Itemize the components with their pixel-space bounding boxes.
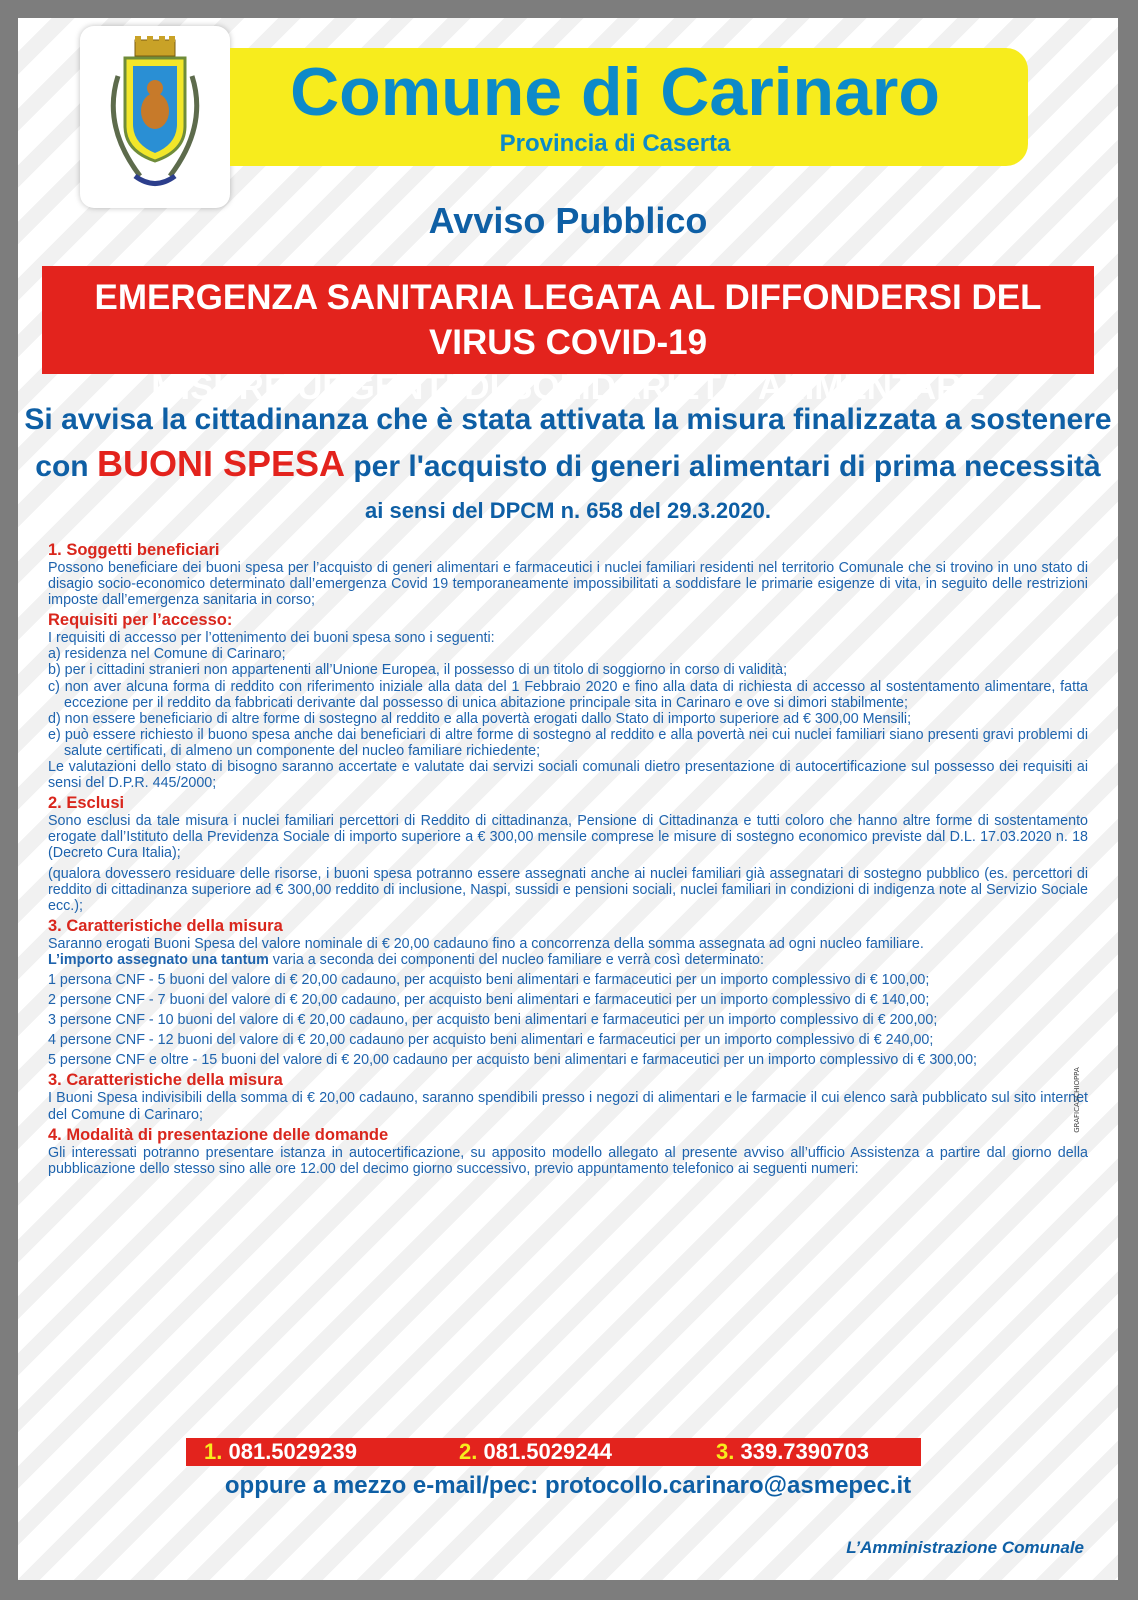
- notice-title: Avviso Pubblico: [428, 200, 708, 241]
- section-3b-text: I Buoni Spesa indivisibili della somma di € 20,00 cadauno, saranno spendibili presso i negozi di alimentari e le farmacie il cui elenco sarà pubblicato sul sito internet del Comune di Carinaro;: [48, 1090, 1088, 1123]
- lead-line-2-pre: con: [35, 450, 89, 483]
- buoni-spesa-highlight: BUONI SPESA: [96, 443, 345, 484]
- phone-1[interactable]: 1. 081.5029239: [204, 1439, 357, 1464]
- requirements-heading: Requisiti per l’accesso:: [48, 611, 233, 630]
- section-2-text-2: (qualora dovessero residuare delle risorse, i buoni spesa potranno essere assegnati anche ai nuclei familiari già assegnatari di sostegno pubblico (es. percettori di reddito di cittadinanza superiore ad € 300,00 reddito di inclusione, Naspi, sussidi e pensioni sociali, nuclei familiari in condizioni di indigenza note al Servizio Sociale ecc.);: [48, 865, 1088, 914]
- amount-tier: 2 persone CNF - 7 buoni del valore di € 20,00 cadauno, per acquisto beni alimentari e farmaceutici per un importo complessivo di € 140,00;: [48, 992, 930, 1009]
- phone-2[interactable]: 2. 081.5029244: [459, 1439, 612, 1464]
- banner-line-1: EMERGENZA SANITARIA LEGATA AL DIFFONDERSI DEL VIRUS COVID-19: [94, 278, 1042, 362]
- phone-3[interactable]: 3. 339.7390703: [716, 1439, 869, 1464]
- requirement-item: a) residenza nel Comune di Carinaro;: [48, 646, 286, 663]
- notice-body: [48, 538, 1088, 1177]
- section-4-text: Gli interessati potranno presentare istanza in autocertificazione, su apposito modello allegato al presente avviso all’ufficio Assistenza a partire dal giorno della pubblicazione dello stesso sino alle ore 12.00 del decimo giorno successivo, previo appuntamento telefonico ai seguenti numeri:: [48, 1144, 1088, 1177]
- requirement-item: d) non essere beneficiario di altre forme di sostegno al reddito e alla povertà erogati dallo Stato di importo superiore ad € 300,00 Mensili;: [48, 710, 912, 727]
- section-3-text: Saranno erogati Buoni Spesa del valore nominale di € 20,00 cadauno fino a concorrenza della somma assegnata ad ogni nucleo familiare.: [48, 935, 924, 952]
- lead-line-2: [18, 442, 1118, 489]
- amount-tier: 3 persone CNF - 10 buoni del valore di € 20,00 cadauno, per acquisto beni alimentari e farmaceutici per un importo complessivo di € 200,00;: [48, 1012, 938, 1029]
- amount-tier: 4 persone CNF - 12 buoni del valore di € 20,00 cadauno per acquisto beni alimentari e farmaceutici per un importo complessivo di € 240,00;: [48, 1032, 934, 1049]
- requirement-item: c) non aver alcuna forma di reddito con riferimento iniziale alla data del 1 Febbraio 2020 e fino alla data di richiesta di accesso al sostentamento alimentare, fatta eccezione per il reddito da fabbricati derivante dal possesso di unica abitazione principale sita in Carinaro e ove si dimori stabilmente;: [48, 678, 1088, 711]
- lead-statement: [18, 398, 1118, 533]
- coat-of-arms: [80, 26, 230, 208]
- section-3b-heading: 3. Caratteristiche della misura: [48, 1071, 283, 1090]
- signature: L’Amministrazione Comunale: [846, 1538, 1084, 1557]
- requirements-intro: I requisiti di accesso per l’ottenimento dei buoni spesa sono i seguenti:: [48, 630, 495, 647]
- amount-tier: 1 persona CNF - 5 buoni del valore di € 20,00 cadauno, per acquisto beni alimentari e farmaceutici per un importo complessivo di € 100,00;: [48, 971, 930, 988]
- requirement-item: e) può essere richiesto il buono spesa anche dai beneficiari di altre forme di sostegno al reddito e alla povertà nei cui nuclei familiari siano presenti gravi problemi di salute certificati, di almeno un componente del nucleo familiare richiedente;: [48, 726, 1088, 759]
- province-subtitle: Provincia di Caserta: [499, 130, 731, 157]
- requirement-item: b) per i cittadini stranieri non appartenenti all’Unione Europea, il possesso di un titolo di soggiorno in corso di validità;: [48, 662, 788, 679]
- section-3-amount: [48, 952, 1088, 968]
- lead-line-2-post: per l'acquisto di generi alimentari di prima necessità: [353, 450, 1101, 483]
- emergency-banner: [42, 266, 1094, 407]
- lead-line-3: ai sensi del DPCM n. 658 del 29.3.2020.: [365, 498, 771, 523]
- email-contact[interactable]: oppure a mezzo e-mail/pec: protocollo.carinaro@asmepec.it: [224, 1472, 912, 1499]
- poster: [18, 18, 1118, 1580]
- section-4-heading: 4. Modalità di presentazione delle domande: [48, 1125, 389, 1144]
- requirements-closing: Le valutazioni dello stato di bisogno saranno accertate e valutate dai servizi sociali comunali dietro presentazione di autocertificazione sul possesso dei requisiti ai sensi del D.P.R. 445/2000;: [48, 759, 1088, 792]
- amount-tier: 5 persone CNF e oltre - 15 buoni del valore di € 20,00 cadauno per acquisto beni alimentari e farmaceutici per un importo complessivo di € 300,00;: [48, 1052, 978, 1069]
- amount-bold: L’importo assegnato una tantum: [48, 951, 269, 968]
- section-1-text: Possono beneficiare dei buoni spesa per l’acquisto di generi alimentari e farmaceutici i nuclei familiari residenti nel territorio Comunale che si trovino in uno stato di disagio socio-economico determinato dall’emergenza Covid 19 temporaneamente impossibilitati a soddisfare le primarie esigenze di vita, in seguito delle restrizioni imposte dall’emergenza sanitaria in corso;: [48, 560, 1088, 609]
- graphic-credit: [1070, 1048, 1084, 1158]
- town-title: Comune di Carinaro: [290, 54, 940, 130]
- lead-line-1: Si avvisa la cittadinanza che è stata attivata la misura finalizzata a sostenere: [24, 403, 1112, 436]
- amount-rest: varia a seconda dei componenti del nucleo familiare e verrà così determinato:: [268, 951, 764, 968]
- section-2-text-1: Sono esclusi da tale misura i nuclei familiari percettori di Reddito di cittadinanza, Pensione di Cittadinanza e tutti coloro che hanno altre forme di sostentamento erogate dall’Istituto della Previdenza Sociale di importo superiore a € 300,00 mensile comprese le misure di sostegno economico previste dal D.L. 17.03.2020 n. 18 (Decreto Cura Italia);: [48, 813, 1088, 862]
- section-3-heading: 3. Caratteristiche della misura: [48, 916, 283, 935]
- phone-numbers-bar: [186, 1438, 921, 1466]
- credit-text: GRAFICASCHIOPPA: [1073, 1067, 1081, 1133]
- section-1-heading: 1. Soggetti beneficiari: [48, 541, 220, 559]
- banner-line-2: MISURE URGENTI DI SOLIDARIETA’ ALIMENTARE: [151, 368, 985, 407]
- crest-icon: [80, 26, 230, 208]
- section-2-heading: 2. Esclusi: [48, 794, 125, 813]
